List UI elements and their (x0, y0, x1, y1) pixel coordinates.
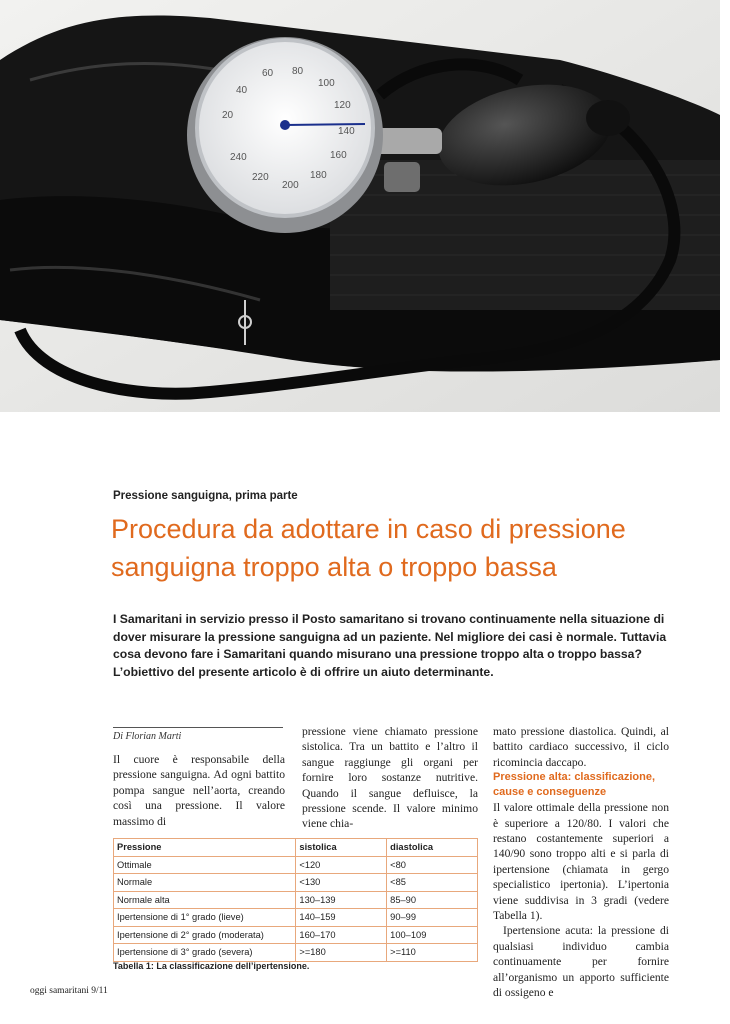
column-3-paragraph-3: Ipertensione acuta: la pressione di qualsiasi individuo cambia continuamente per fornire all’organismo un apporto sufficiente di ossigeno e (493, 924, 669, 1000)
table-cell: Ipertensione di 2° grado (moderata) (114, 926, 296, 944)
svg-text:240: 240 (230, 152, 247, 163)
blood-pressure-cuff-photo (0, 0, 720, 412)
table-row (114, 856, 478, 874)
svg-text:200: 200 (282, 180, 299, 191)
table-row (114, 926, 478, 944)
column-1-paragraph: Il cuore è responsabile della pressione sanguigna. Ad ogni battito pompa sangue nell’aorta, creando così una pressione. Il valore massimo di (113, 753, 285, 828)
column-3-paragraph-1: mato pressione diastolica. Quindi, al battito cardiaco successivo, il ciclo ricomincia daccapo. (493, 725, 669, 769)
svg-text:140: 140 (338, 126, 355, 137)
table-header-row (114, 839, 478, 857)
table-cell: <120 (296, 856, 387, 874)
column-2-paragraph: pressione viene chiamato pressione sistolica. Tra un battito e l’altro il sangue raggiunge gli organi per fornire loro sostanze nutritive. Quando il sangue defluisce, la pressione scende. Il valore minimo viene chia- (302, 725, 478, 831)
table-header-cell: Pressione (114, 839, 296, 857)
table-row (114, 874, 478, 892)
table-cell: 85–90 (387, 891, 478, 909)
table-header-cell: sistolica (296, 839, 387, 857)
column-3-paragraph-2: Il valore ottimale della pressione non è superiore a 120/80. I valori che restano costantemente superiori a 140/90 sono troppo alti e si parla di ipertensione (chiamata in gergo specialistico ipertonia). L’ipertonia viene suddivisa in 3 gradi (vedere Tabella 1). (493, 801, 669, 923)
section-subheading: Pressione alta: classificazione, cause e conseguenze (493, 771, 656, 799)
table-cell: <80 (387, 856, 478, 874)
table-cell: 130–139 (296, 891, 387, 909)
table-cell: 90–99 (387, 909, 478, 927)
table-cell: Normale (114, 874, 296, 892)
svg-text:120: 120 (334, 100, 351, 111)
svg-text:20: 20 (222, 110, 234, 121)
table-cell: 160–170 (296, 926, 387, 944)
table-cell: <85 (387, 874, 478, 892)
svg-text:180: 180 (310, 170, 327, 181)
table-row (114, 891, 478, 909)
table-cell: >=110 (387, 944, 478, 962)
text-column-3 (493, 724, 669, 1001)
svg-text:40: 40 (236, 85, 248, 96)
table-row (114, 909, 478, 927)
article-title (111, 510, 711, 586)
hypertension-classification-table (113, 838, 478, 962)
byline-divider (113, 727, 283, 728)
table-cell: <130 (296, 874, 387, 892)
sphygmomanometer-illustration (0, 0, 720, 412)
table-cell: 140–159 (296, 909, 387, 927)
table-cell: Ipertensione di 3° grado (severa) (114, 944, 296, 962)
svg-text:80: 80 (292, 66, 304, 77)
author-byline: Di Florian Marti (113, 731, 182, 742)
table-cell: 100–109 (387, 926, 478, 944)
article-lead: I Samaritani in servizio presso il Posto samaritano si trovano continuamente nella situazione di dover misurare la pressione sanguigna ad un paziente. Nel migliore dei casi è normale. Tuttavia cosa devono fare i Samaritani quando misurano una pressione troppo alta o troppo bassa? L’obiettivo del presente articolo è di offrire un aiuto determinante. (113, 612, 667, 679)
table-cell: Normale alta (114, 891, 296, 909)
svg-text:220: 220 (252, 172, 269, 183)
text-column-1 (113, 752, 285, 829)
table-cell: >=180 (296, 944, 387, 962)
table-row (114, 944, 478, 962)
table-caption: Tabella 1: La classificazione dell’ipertensione. (113, 961, 310, 971)
svg-text:160: 160 (330, 150, 347, 161)
article-kicker: Pressione sanguigna, prima parte (113, 490, 298, 502)
table-header-cell: diastolica (387, 839, 478, 857)
svg-text:60: 60 (262, 68, 274, 79)
title-line-1: Procedura da adottare in caso di pressione (111, 514, 626, 544)
page-footer: oggi samaritani 9/11 (30, 986, 108, 996)
title-line-2: sanguigna troppo alta o troppo bassa (111, 552, 557, 582)
text-column-2 (302, 724, 478, 832)
svg-text:100: 100 (318, 78, 335, 89)
table-cell: Ottimale (114, 856, 296, 874)
table-cell: Ipertensione di 1° grado (lieve) (114, 909, 296, 927)
